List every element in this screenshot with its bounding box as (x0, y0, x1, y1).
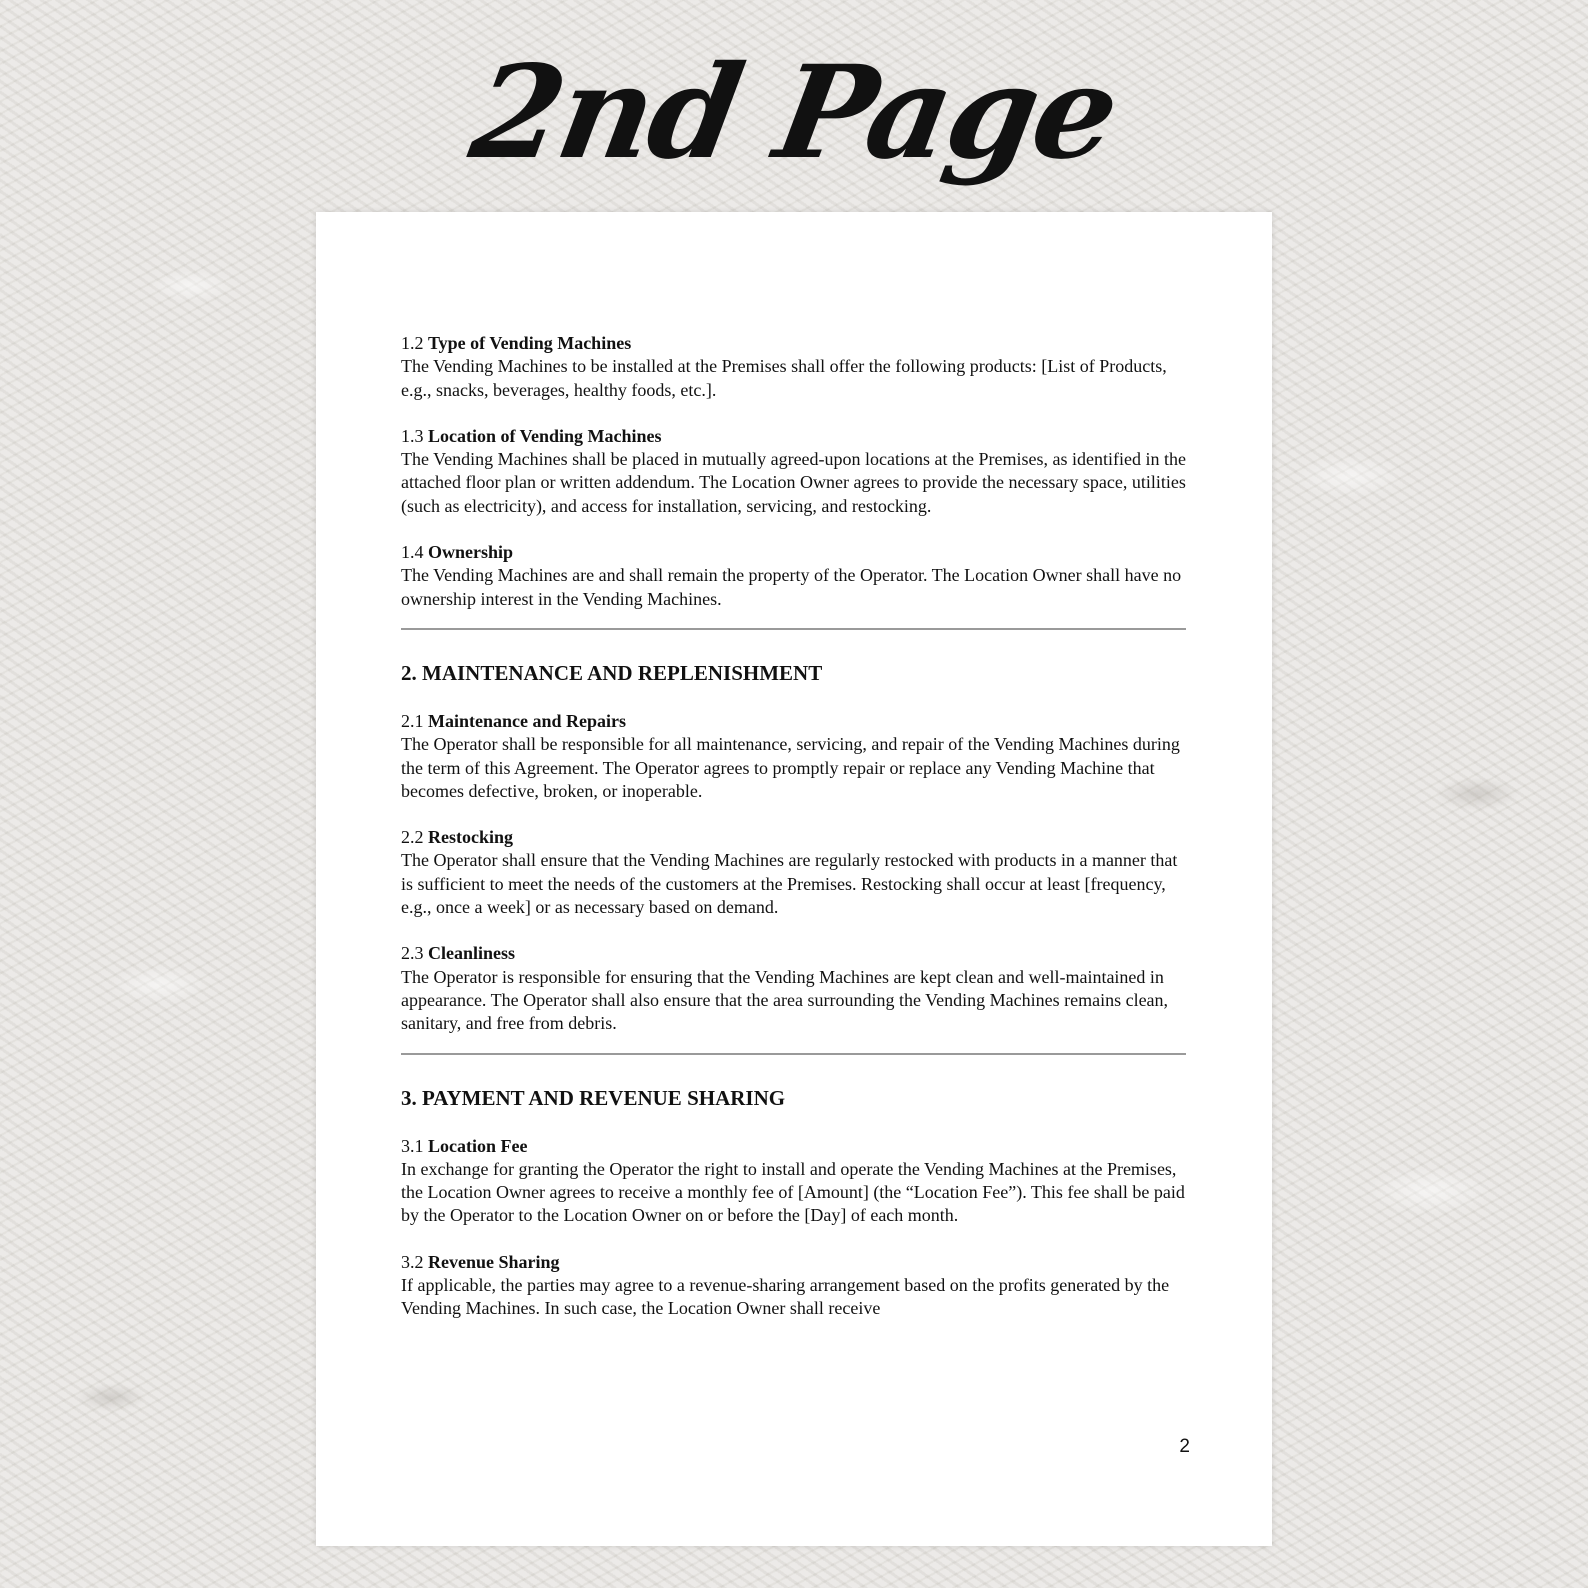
clause-2-1-heading (401, 710, 1186, 733)
clause-1-3-text: The Vending Machines shall be placed in mutually agreed-upon locations at the Premises, as identified in the attached floor plan or written addendum. The Location Owner agrees to provide the necessary space, utilities (such as electricity), and access for installation, servicing, and restocking. (401, 449, 1186, 516)
clause-number: 1.4 (401, 542, 424, 563)
clause-title: Type of Vending Machines (428, 333, 632, 353)
clause-3-1-heading (401, 1135, 1186, 1158)
clause-title: Revenue Sharing (428, 1251, 560, 1272)
clause-number: 1.3 (401, 425, 424, 446)
section-3-heading: 3. PAYMENT AND REVENUE SHARING (401, 1085, 786, 1110)
clause-number: 1.2 (401, 333, 424, 353)
clause-1-4-text: The Vending Machines are and shall remain the property of the Operator. The Location Owner shall have no ownership interest in the Vending Machines. (401, 565, 1182, 609)
document-page (316, 212, 1272, 1546)
clause-1-2-heading (401, 332, 1186, 355)
clause-number: 2.1 (401, 710, 424, 731)
document-content (401, 332, 1186, 1321)
clause-1-4-heading (401, 541, 1186, 564)
clause-3-2-heading (401, 1251, 1186, 1274)
clause-title: Location Fee (428, 1135, 528, 1156)
clause-2-2-heading (401, 826, 1186, 849)
clause-number: 3.1 (401, 1135, 424, 1156)
clause-title: Cleanliness (428, 943, 516, 964)
clause-3-2-text: If applicable, the parties may agree to a revenue-sharing arrangement based on the profits generated by the Vending Machines. In such case, the Location Owner shall receive (401, 1275, 1170, 1319)
clause-2-3-text: The Operator is responsible for ensuring that the Vending Machines are kept clean and well-maintained in appearance. The Operator shall also ensure that the area surrounding the Vending Machines remains clean, sanitary, and free from debris. (401, 966, 1169, 1034)
clause-number: 2.2 (401, 827, 424, 848)
page-number: 2 (1179, 1436, 1190, 1457)
clause-title: Location of Vending Machines (428, 425, 662, 446)
section-2-heading: 2. MAINTENANCE AND REPLENISHMENT (401, 660, 823, 685)
section-divider (401, 628, 1186, 630)
clause-number: 3.2 (401, 1251, 424, 1272)
banner-title: 2nd Page (461, 38, 1127, 188)
clause-2-2-text: The Operator shall ensure that the Vending Machines are regularly restocked with products in a manner that is sufficient to meet the needs of the customers at the Premises. Restocking shall occur at least [frequency, e.g., once a week] or as necessary based on demand. (401, 850, 1178, 918)
clause-title: Maintenance and Repairs (428, 710, 626, 731)
section-divider (401, 1053, 1186, 1055)
clause-2-1-text: The Operator shall be responsible for all maintenance, servicing, and repair of the Vending Machines during the term of this Agreement. The Operator agrees to promptly repair or replace any Vending Machine that becomes defective, broken, or inoperable. (401, 734, 1180, 801)
clause-1-3-heading (401, 425, 1186, 448)
clause-1-2-text: The Vending Machines to be installed at the Premises shall offer the following products: [List of Products, e.g., snacks, beverages, healthy foods, etc.]. (401, 356, 1167, 400)
clause-number: 2.3 (401, 943, 424, 964)
clause-title: Restocking (428, 827, 513, 848)
clause-2-3-heading (401, 942, 1186, 965)
clause-title: Ownership (428, 542, 514, 563)
clause-3-1-text: In exchange for granting the Operator the right to install and operate the Vending Machines at the Premises, the Location Owner agrees to receive a monthly fee of [Amount] (the “Location Fee”). This fee shall be paid by the Operator to the Location Owner on or before the [Day] of each month. (401, 1158, 1185, 1226)
